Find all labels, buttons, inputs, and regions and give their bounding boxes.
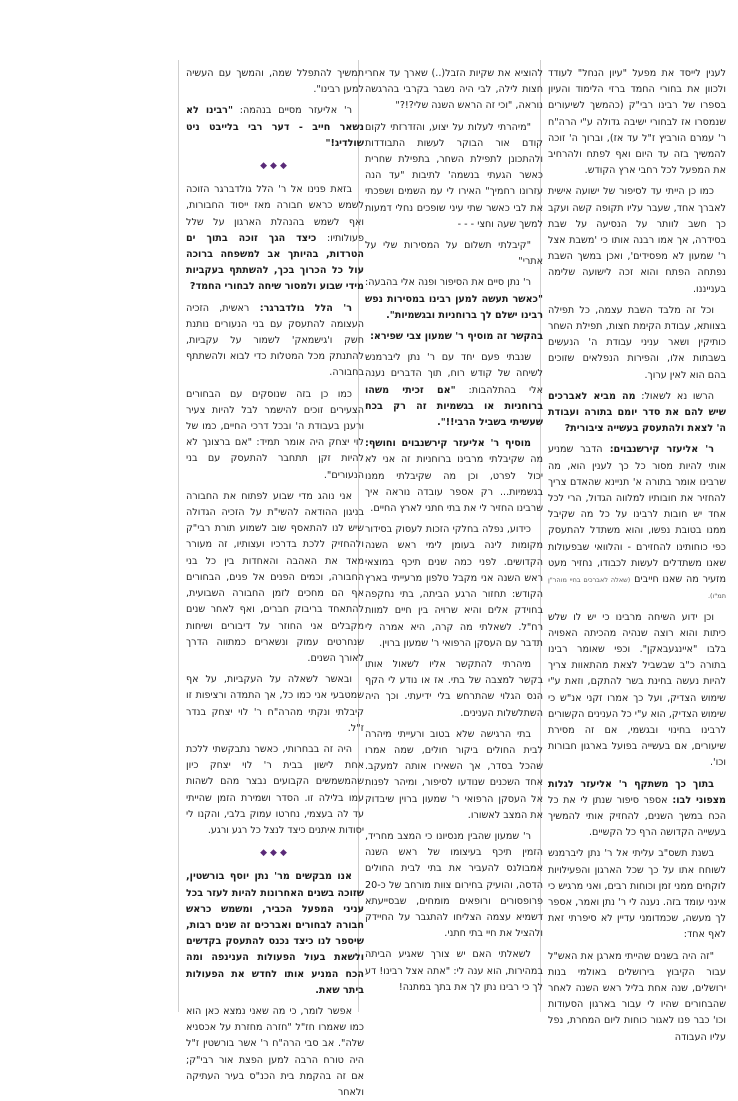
paragraph: כידוע, נפלה בחלקי הזכות לעסוק בסידור מקומות לינה בעומן לימי ראש השנה הקדושים. לפני כמה שנים תיכף במוצאי ראש השנה אני מקבל טלפון מרעייתי בארץ הקודש: תחזור הרגע הביתה, בתי נחקפה בחוידק אלים והיא שרויה בין חיים למוות רח"ל. לשאלתי מה קרה, היא אמרה לי תדבר עם העסקן הרפואי ר' שמעון ברוין. [365,524,543,649]
highlight-paragraph [365,436,543,517]
question-text: מה מביא לאברכים שיש להם את סדר יומם בתורה ועבודת ה' לצאת ולהתעסק בעשייה ציבורית? [548,390,726,435]
text-column-2 [365,66,543,1002]
quote-text: "רבינו לא נשאר חייב - דער רבי בלייבט ניט שולדיג!" [186,105,364,149]
paragraph: להוציא את שקיות הזבל(..) שארך עד אחרי חצות לילה, לבי היה נשבר בקרבי בהרגשה נוראה, "וכי זה הראש השנה שלי?!?" [365,68,543,112]
text-column-3 [186,66,364,1098]
paragraph: כמו כן בזה שנוסקים עם הבחורים הצעירים זוכים להישמר לבל להיות צעיר ורענן בעבודת ה' ובכל דרכי החיים, כמו של לוי יצחק היה אומר תמיד: "אם ברצונך לא להיות זקן תתחבר להתעסק עם בני הנעורים". [186,388,364,481]
paragraph: כמו כן הייתי עד לסיפור של ישועה אישית לאברך אחד, שעבר עליו תקופה קשה ועקב כך חשב לוותר על הנסיעה על שבת בסידרה, אך אמו רבנה אותו כי 'משבת אצל ר' שמעון לא מפסידים', ואכן במשך השבת נפתחה הפתח והוא זכה לישועה שלימה בענייננו. [548,186,726,295]
paragraph: ובאשר לשאלה על העקביות, על אף שמטבעי אני כמו כל, אך התמדה ורציפות זו קיבלתי ונקתי מהרה"ח ר' לוי יצחק בנדר ז"ל. [186,674,364,734]
paragraph-text: שנבתי פעם יחד עם ר' נתן ליברמנש לשיחה של קודש רוח, תוך הדברים נענה אלי בהתלהבות: [365,352,543,396]
question-paragraph [548,389,726,438]
quote-intro: ר' נתן סיים את הסיפור ופנה אלי בהבעה: [364,277,531,289]
closing-quote [186,103,364,152]
highlight-lead: בתוך כך משתקף ר' אליעזר לגלות מצפוני לבו: [548,778,726,806]
paragraph: אני נוהג מדי שבוע לפתוח את החבורה בניגון ההודאה להשי"ת על הזכיה הגדולה שיש לנו להתאסף שוב לשמוע תורת רבי"ק ולהחזיק ללכת בדרכיו ועצותיו, זה מעורר מאד את האהבה והאחדות בין כל בני החבורה, וכמים הפנים אל פנים, הבחורים אף הם מחכים לזמן החבורה השבועית, להתאחד בריבוק חברים, ואף לאחר שנים מקבלים אני החוזר על דיבורים ושיחות שנחרטים עמוק ונשארים כמתווה הדרך לאורך השנים. [186,490,364,664]
speaker-label: מוסיף ר' אליעזר קירשנבוים וחושף: [365,438,531,450]
paragraph: לענין לייסד את מפעל "עיון הנחל" לעודד ולכוון את בחורי החמד ברזי הלימוד והעיון בספרו של רבינו רבי"ק (כהמשך לשיעורים שנמסרו אז לבחורי ישיבה גדולה ע"י הרה"ח ר' עמרם הורביץ ז"ל עד אז), וברוך ה' זוכה להמשיך בזה עד היום ואף לפתח ולהרחיב את המפעל לכל רחבי ארץ הקודש. [548,68,726,177]
question-paragraph [186,182,364,295]
paragraph: "מיהרתי לעלות על יצוע, והזדרזתי לקום קודם אור הבוקר לעשות התבודדות ולהתכונן לתפילת השחר, בתפילת שחרית כאשר הגעתי בנשמה' לתיבות "עד הנה עזרונו רחמיך" האירו לי עמ השמים ושפכתי את לבי כאשר שתי עיני שופכים נחלי דמעות למשך שעה וחצי - - - [365,121,543,230]
paragraph [365,350,543,431]
paragraph: לשאלתי האם יש צורך שאגיע הביתה במהירות, הוא ענה לי: "אתה אצל רבינו! דע לך כי רבינו נתן לך את בתך במתנה! [365,949,543,993]
speaker-label: ר' הלל גולדברגר: [249,302,352,314]
paragraph-text: ר' אליעזר מסיים בנהמה: [232,105,353,117]
paragraph: וכן ידוע השיחה מרבינו כי יש לו שלש כיתות והוא רוצה שנהיה מהכיתה האפויה בלבו "איינגעבאקן". וכפי שאומר רבינו בתורה כ"ב שבשביל לצאת מהתאוות צריך להיות נעשה בחינת בשר להתקם, וזאת ע"י שימוש הצדיק, ועל כך אמרו זקני אנ"ש כי שימוש הצדיק, הוא ע"י כל הענינים הקשורים לרבינו בחינוי ובגשמי, אם זה מסירת שיעורים, אם בעשייה בפועל בארגון חבורות וכו'. [548,611,726,769]
section-separator-icon: ◆◆◆ [260,848,290,859]
question-intro: הרשו נא לשאול: [635,390,714,402]
quote-text: "אם זכיתי משהו ברוחניות או בגשמיות זה רק בכח שעשיתי בשביל הרבי!!". [365,384,543,429]
subheading [365,329,543,345]
paragraph: "קיבלתי תשלום על המסירות שלי על אתרי" [365,240,543,268]
answer-text: ראשית, הזכיה העצומה להתעסק עם בני הנעורים נותנת חשק ו'גישמאק' לשמור על עקביות, להתנתק מכל המטלות כדי לבוא ולהשתתף בחבורה. [186,302,364,379]
subheading-text: בהקשר זה מוסיף ר' שמעון צבי שפירא: [370,331,543,343]
quote-text: "כאשר תעשה למען רבינו במסירות נפש רבינו ישלם לך ברוחניות ובגשמיות". [365,293,543,321]
paragraph: תמשיך להתפלל שמה, והמשך עם העשיה למען רבינו". [186,68,364,96]
question-text: כיצד הגך זוכה בתוך ים הטרדות, בהיותך אב למשפחה ברוכה עול כל הכרוך בכך, להשתתף בעקביות מידי שבוע ולמסור שיחה לבחורי החמד? [186,232,364,293]
paragraph: מיהרתי להתקשר אליו לשאול אותו בקשר למצבה של בתי. אז או נודע לי הקף הנס הגלוי שהתרחש בלי ידיעתי. וכך היה השתלשלות הענינים. [365,658,543,719]
paragraph: "זה היה בשנים שהייתי מארגן את האש"ל עבור הקיבוץ בירושלים באולמי בנות ירושלים, שנה אחת בליל ראש השנה לאחר שהבחורים שהיו לי עבור בארגון הסעודות וכו' כבר פנו לאגור כוחות ליום המחרת, נפל עליו העבודה [548,950,726,1043]
paragraph: אפשר לומר, כי מה שאני נמצא כאן הוא כמו שאמרו חז"ל "חזרה מחזרת על אכסניא שלה". אב סבי הרה"ח ר' אשר בורשטין ז"ל היה טורח הרבה למען הפצת אור רבי"ק; אם זה בהקמת בית הכנ"ס בעיר העתיקה ולאחר [186,1005,364,1098]
question-paragraph [186,869,364,999]
highlight-text: אספר סיפור שנתן לי את כל הכח במשך השנים, להחזיק אותי להמשיך בעשייה הקדושה הרף כל הקשיים. [548,794,726,839]
paragraph-text: בזאת פנינו אל ר' הלל גולדברגר הזוכה לשמש כראש חבורה מאז ייסוד החבורות, ואף לשמש בהנהלת הארגון על שלל פעולותיו: [186,184,364,244]
paragraph: וכל זה מלבד השבת עצמה, כל תפילה בצוותא, עבודת הקימת חצות, תפילת השחר כותיקין ושאר עניני עבודת ה' הנעשים בשבתות אלו, והפירות הנפלאים שזוכים בהם הוא לאין ערוך. [548,304,726,381]
paragraph: היה זה בבחרותי, כאשר נתבקשתי ללכת אחת לישון בבית ר' לוי יצחק כיון שהמשמשים הקבועים נבצר מהם לשהות עמו בלילה זו. הסדר ושמירת הזמן שהייתי עד לה בעצמי, נחרטו עמוק בלבי, והקנו לי יסודות איתנים כיצד לנצל כל רגע ורגע. [186,743,364,836]
speaker-label: ר' אליעזר קירשנבוים: [602,444,714,456]
section-separator-icon: ◆◆◆ [260,161,290,172]
page-margin [6,66,184,1002]
question-text: אנו מבקשים מר' נתן יוסף בורשטין, שזוכה בשנים האחרונות להיות לעזר בכל עניני המפעל הכביר, ומשמש כראש חבורה לבחורים ואברכים זה שנים רבות, שיספר לנו כיצד נכנס להתעסק בקדשים ולשאת בעול הפעולות הענינפה ומה הכח המניע אותו לחדש את הפעולות ביתר שאת. [186,871,364,996]
source-note: (שאלה לאברכים בחיי מוהר"ן תמ"ו). [548,576,726,601]
answer-paragraph [186,301,364,382]
answer-paragraph [548,442,726,604]
paragraph: בתי הרגישה שלא בטוב ורעייתי מיהרה לבית החולים ביקור חולים, שמה אמרו שהכל בסדר, אך השאירו אותה למעקב. אחד השכנים שנודעו לסיפור, ומיהר לפנות אל העסקן הרפואי ר' שמעון ברוין שיבדוק את המצב לאשורו. [365,728,543,821]
paragraph-text: מה שקיבלתי מרבינו ברוחניות זה אני לא יכול לפרט, וכן מה שקיבלתי ממנו בגשמיות... רק אספר עובדה נוראה איך שרבינו החזיר לי את בתי חתני לארץ החיים. [365,454,543,515]
highlight-paragraph [548,777,726,842]
quote-paragraph [365,275,543,324]
text-column-1 [548,66,727,1043]
paragraph: ר' שמעון שהבין מנסיונו כי המצב מחריד, הזמין תיכף בעיצומו של ראש השנה אמבולנס להעביר את בתי לבית החולים הדסה, והועיק בחירום צוות מורחב של כ-20 פרופסורים ורופאים מומחים, שבסייעתא דשמיא עצמה הצליחו להתגבר על החיידק ולהציל את חיי בתי חתני. [365,830,543,940]
paragraph: בשנת תשס"ב עליתי אל ר' נתן ליברמנש לשוחח אתו על כך שכל הארגון והפעילויות לוקחים ממני זמן וכוחות רבים, ואני מרגיש כי אינני עומד בזה. נענה לי ר' נתן ואמר, אספר לך מעשה, שכמדומני עדיין לא סיפרתי זאת לאף אחד: [548,848,726,941]
answer-text: הדבר שמניע אותי להיות מסור כל כך לענין הוא, מה שרבינו אומר בתורה א' תניינא שהאדם צריך להחזיר את חובותיו למלווה הגדול, הרי לכל אחד יש חובות לרבינו על כל מה שקיבל ממנו בטובת נפשו, והוא משתדל להתעסק כפי כוחותינו להחזירם - והלוואי שבפעולות שאנו משתדלים לעשות לכבודו, נחזיר מעט מזעיר מה שאנו חייבים [548,444,727,586]
